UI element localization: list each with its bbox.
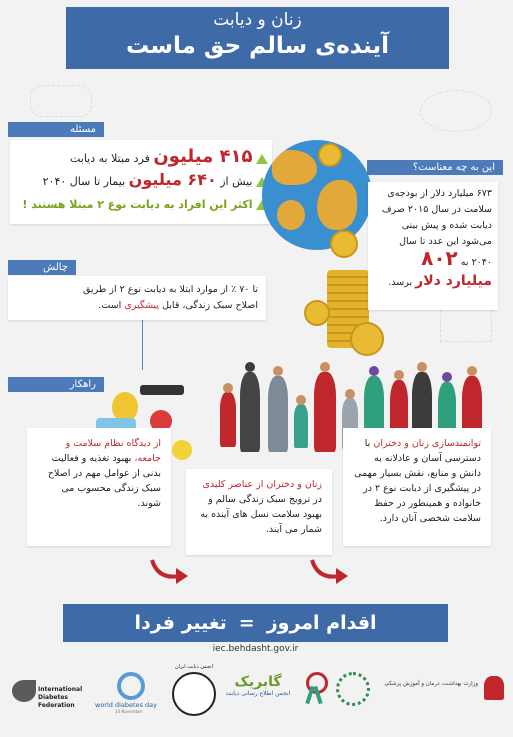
arrow-icon xyxy=(310,556,350,586)
coin-icon xyxy=(330,230,358,258)
gabrik-logo xyxy=(218,674,298,714)
gabrik-name: گابریک xyxy=(234,674,282,690)
why-para-4: می‌شود این عدد تا سال xyxy=(399,236,492,247)
banner-text-left: اقدام امروز xyxy=(266,612,377,634)
green-emblem-logo xyxy=(336,672,370,706)
problem-line2-prefix: بیش از xyxy=(220,175,253,188)
dumbbell-icon xyxy=(140,385,184,395)
why-big-number: ۸۰۲ xyxy=(421,246,458,270)
doodle-bg-2 xyxy=(420,90,492,132)
doodle-bg-1 xyxy=(30,85,92,117)
problem-line2-suffix: بیمار تا سال ۲۰۴۰ xyxy=(42,175,126,188)
problem-line3: اکثر این افراد به دیابت نوع ۲ مبتلا هستند ! xyxy=(22,198,253,211)
problem-line1-text: فرد مبتلا به دیابت xyxy=(69,152,150,165)
why-para-3: دیابت شده و پیش بینی xyxy=(401,220,492,231)
why-label: این به چه معناست؟ xyxy=(367,160,503,175)
idf-line1: International xyxy=(38,686,83,693)
gabrik-sub: انجمن اطلاع رسانی دیابت xyxy=(225,690,291,697)
why-big-unit: میلیارد دلار xyxy=(415,273,492,289)
blue-circle-icon xyxy=(117,672,145,700)
challenge-highlight: پیشگیری xyxy=(124,300,160,311)
globe-icon xyxy=(262,140,372,250)
lemon-icon xyxy=(172,440,192,460)
why-to: به xyxy=(460,257,469,268)
why-year: ۲۰۴۰ xyxy=(471,257,492,268)
connector-line xyxy=(142,320,143,370)
header-title-line1: زنان و دیابت xyxy=(213,10,302,30)
banner-text-right: تغییر فردا xyxy=(134,612,227,634)
why-para-2: سلامت در سال ۲۰۱۵ صرف xyxy=(381,204,492,215)
solution-box-3-text: با دسترسی آسان و عادلانه به دانش و منابع، نقش بسیار مهمی در پیشگیری از دیابت نوع ۲ در خانواده و همینطور در حفظ سلامت شخصی آنان دارد. xyxy=(354,438,481,524)
ministry-text: وزارت بهداشت، درمان و آموزش پزشکی xyxy=(384,681,478,687)
ministry-emblem-icon xyxy=(484,676,504,700)
action-banner xyxy=(63,604,448,642)
wdd-sub: 14 November xyxy=(115,709,143,714)
problem-line1 xyxy=(14,146,268,167)
wdd-text: world diabetes day xyxy=(95,701,157,709)
seal-logo xyxy=(172,664,216,716)
arrow-icon xyxy=(150,556,190,586)
seal-text: انجمن دیابت ایران xyxy=(175,664,213,670)
problem-number-1: ۴۱۵ میلیون xyxy=(153,146,253,167)
problem-line2 xyxy=(14,170,268,189)
idf-logo xyxy=(12,672,92,712)
bird-icon xyxy=(12,680,36,702)
solution-box-1-red: از دیدگاه نظام سلامت و جامعه، xyxy=(65,438,161,464)
why-para-1: ۶۷۳ میلیارد دلار از بودجه‌ی xyxy=(387,188,492,199)
header-title-line2: آینده‌ی سالم حق ماست xyxy=(126,33,389,59)
problem-line3-wrap xyxy=(14,198,268,211)
banner-equals: = xyxy=(238,612,255,634)
wdd-logo xyxy=(95,672,165,716)
why-end: برسد. xyxy=(388,277,413,288)
challenge-line1: تا ۷۰ ٪ از موارد ابتلا به دیابت نوع ۲ از طریق xyxy=(83,284,258,295)
coin-icon xyxy=(304,300,330,326)
challenge-label: چالش xyxy=(8,260,76,275)
why-card xyxy=(368,182,498,310)
challenge-line2-a: اصلاح سبک زندگی، قابل xyxy=(162,300,258,311)
ministry-logo xyxy=(372,672,504,716)
solution-label: راهکار xyxy=(8,377,104,392)
challenge-card xyxy=(8,276,266,320)
why-para-6 xyxy=(374,273,492,291)
problem-label: مسئله xyxy=(8,122,104,137)
idf-line2: Diabetes xyxy=(38,694,68,701)
solution-box-2 xyxy=(186,469,332,555)
problem-number-2: ۶۴۰ میلیون xyxy=(128,170,217,189)
website-link[interactable]: iec.behdasht.gov.ir xyxy=(212,644,299,654)
solution-box-2-red: زنان و دختران از عناصر کلیدی xyxy=(202,479,322,490)
idf-line3: Federation xyxy=(38,702,75,709)
check-icon xyxy=(256,154,268,164)
solution-box-3 xyxy=(343,428,491,546)
coin-icon xyxy=(318,143,342,167)
solution-box-3-red: توانمندسازی زنان و دختران xyxy=(373,438,481,449)
challenge-line2 xyxy=(16,298,258,314)
challenge-line2-b: است. xyxy=(98,300,122,311)
ribbon-logo xyxy=(302,672,326,706)
solution-box-2-text: در ترویج سبک زندگی سالم و بهبود سلامت نسل های آینده به شمار می آیند. xyxy=(200,494,322,535)
coin-icon xyxy=(350,322,384,356)
solution-box-1-text: بهبود تغذیه و فعالیت بدنی از عوامل مهم در اصلاح سبک زندگی محسوب می شوند. xyxy=(47,453,161,509)
solution-box-1 xyxy=(27,428,171,546)
why-para-5 xyxy=(374,246,492,271)
